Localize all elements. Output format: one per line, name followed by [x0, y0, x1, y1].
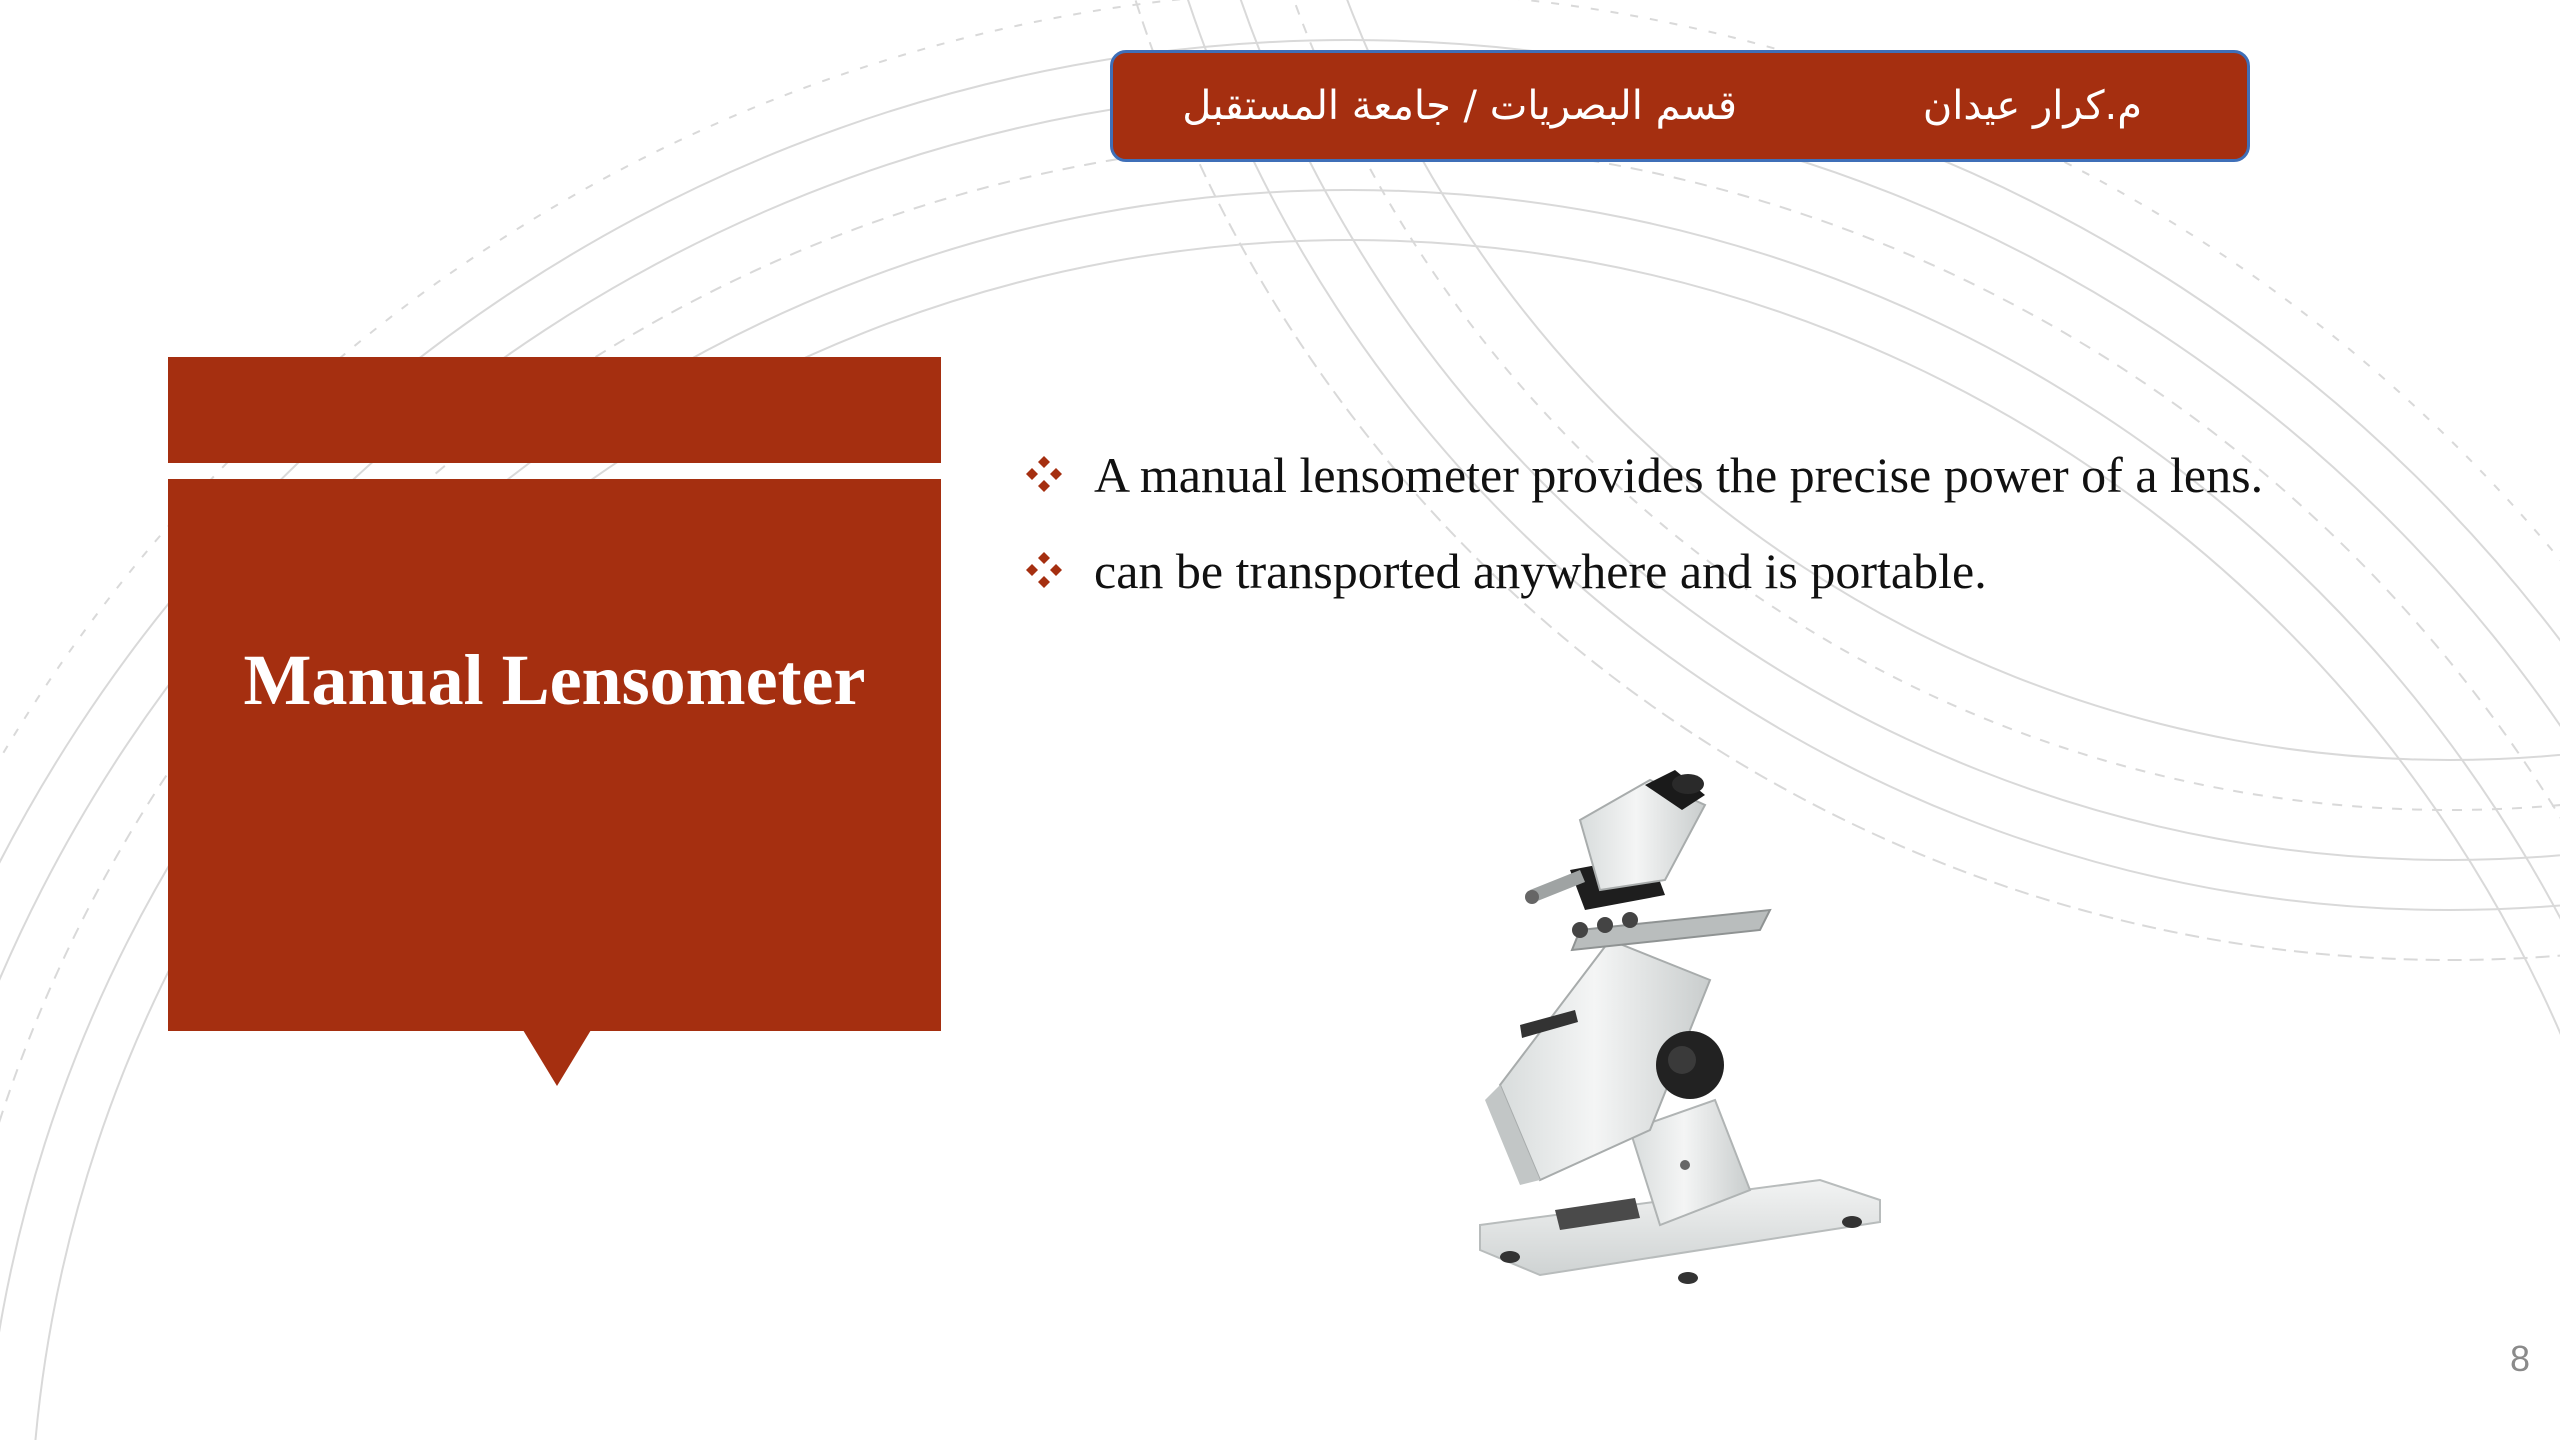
header-banner — [1110, 50, 2250, 162]
header-department: قسم البصريات / جامعة المستقبل — [1182, 83, 1737, 129]
bullet-item — [1020, 536, 2263, 632]
diamond-cluster-bullet-icon — [1024, 454, 1064, 494]
header-author: م.كرار عيدان — [1922, 83, 2142, 129]
bullet-text: A manual lensometer provides the precise power of a lens. — [1094, 447, 2264, 503]
title-callout-box — [168, 479, 941, 1031]
diamond-cluster-bullet-icon — [1024, 550, 1064, 590]
bullet-text: can be transported anywhere and is portable. — [1094, 543, 1987, 599]
bullet-list — [1020, 440, 2263, 632]
slide-title: Manual Lensometer — [243, 640, 866, 720]
callout-pointer — [523, 1030, 591, 1086]
title-accent-bar — [168, 357, 941, 463]
bullet-item — [1020, 440, 2263, 536]
page-number: 8 — [2509, 1338, 2530, 1379]
lensometer-icon — [1460, 770, 1920, 1310]
